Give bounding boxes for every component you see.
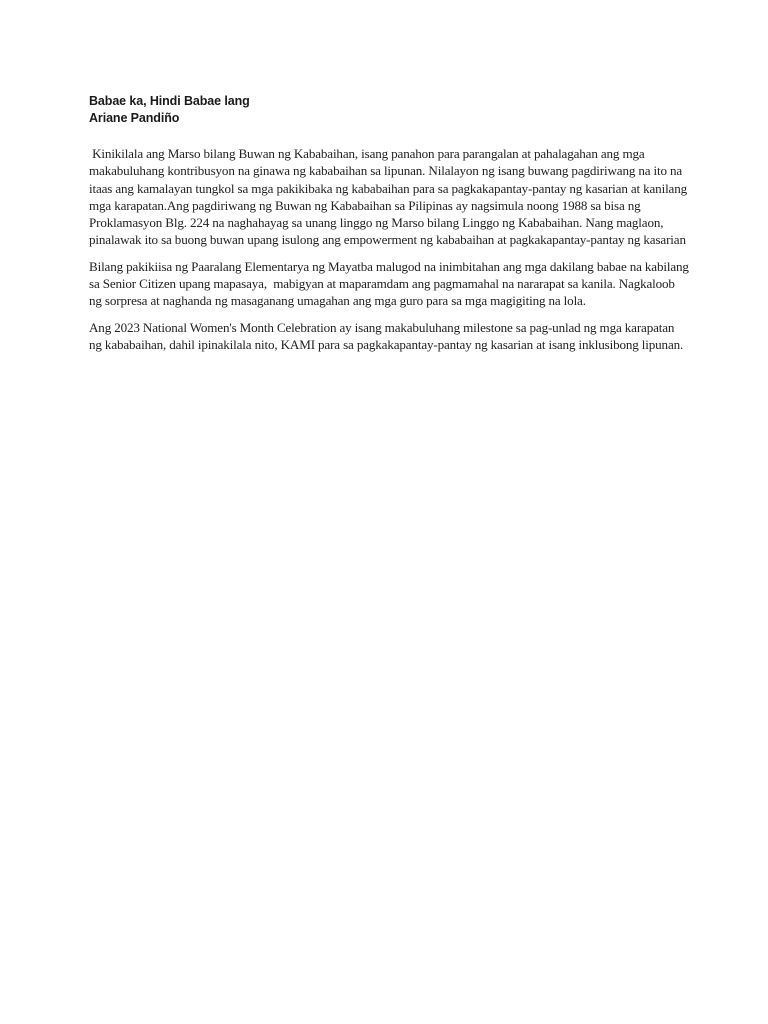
- document-body: [89, 145, 692, 353]
- document-title: Babae ka, Hindi Babae lang: [89, 94, 250, 108]
- paragraph-3: Ang 2023 National Women's Month Celebration ay isang makabuluhang milestone sa pag-unlad ng mga karapatan ng kababaihan, dahil ipinakilala nito, KAMI para sa pagkakapantay-pantay ng kasarian at isang inklusibong lipunan.: [89, 319, 684, 352]
- paragraph-1: Kinikilala ang Marso bilang Buwan ng Kababaihan, isang panahon para parangalan at pahalagahan ang mga makabuluhang kontribusyon na ginawa ng kababaihan sa lipunan. Nilalayon ng isang buwang pagdiriwang na ito na itaas ang kamalayan tungkol sa mga pakikibaka ng kababaihan para sa pagkakapantay-pantay ng kasarian at kanilang mga karapatan.Ang pagdiriwang ng Buwan ng Kababaihan sa Pilipinas ay nagsimula noong 1988 sa bisa ng Proklamasyon Blg. 224 na naghahayag sa unang linggo ng Marso bilang Linggo ng Kababaihan. Nang maglaon, pinalawak ito sa buong buwan upang isulong ang empowerment ng kababaihan at pagkakapantay-pantay ng kasarian: [89, 146, 691, 248]
- paragraph-2: Bilang pakikiisa ng Paaralang Elementarya ng Mayatba malugod na inimbitahan ang mga dakilang babae na kabilang sa Senior Citizen upang mapasaya, mabigyan at maparamdam ang pagmamahal na nararapat sa kanila. Nagkaloob ng sorpresa at naghanda ng masaganang umagahan ang mga guro para sa mga magigiting na lola.: [89, 258, 692, 309]
- document-author: Ariane Pandiño: [89, 111, 180, 125]
- document-content: [89, 93, 692, 362]
